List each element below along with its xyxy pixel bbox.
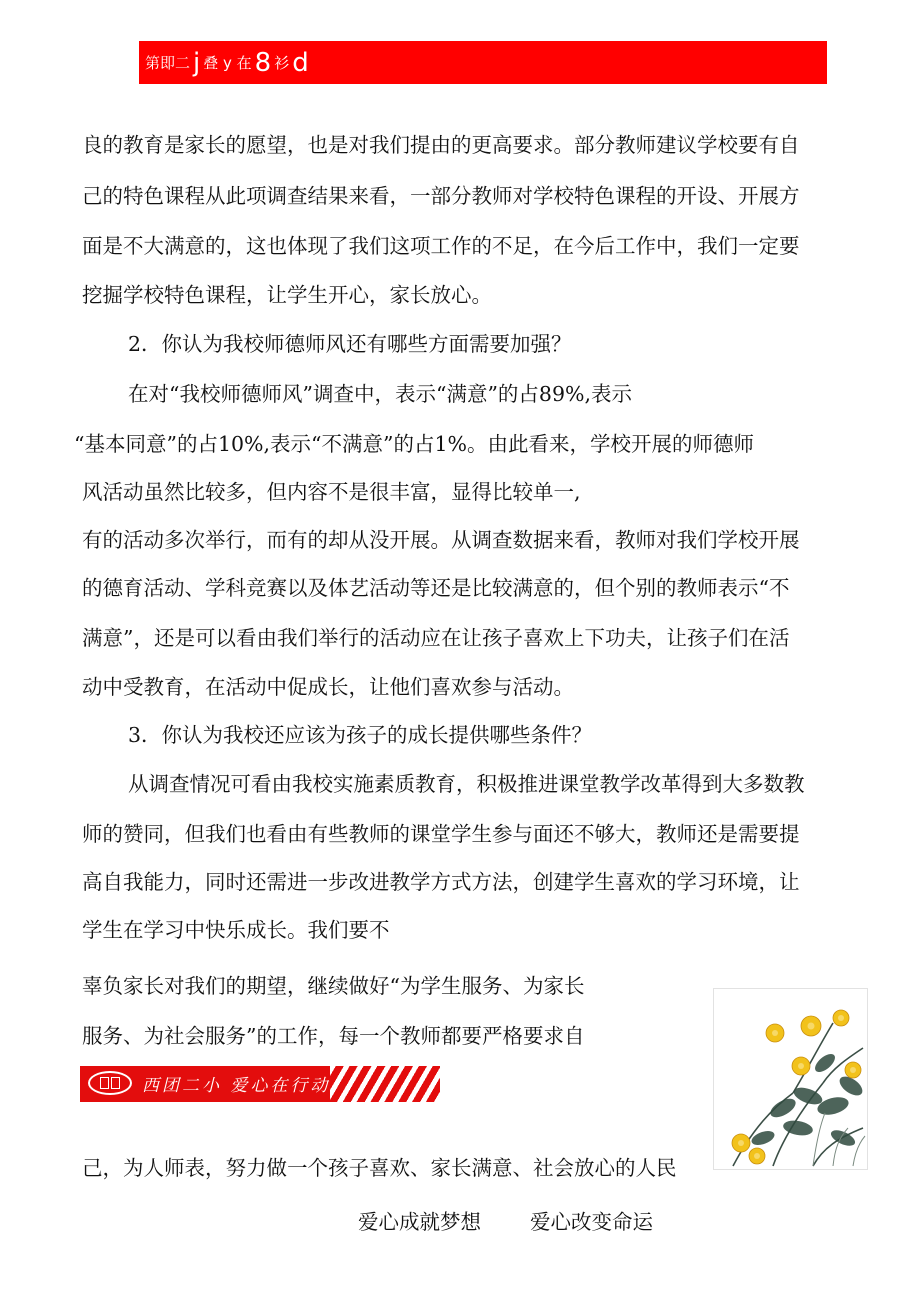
body-line: “基本同意”的占10%,表示“不满意”的占1%。由此看来，学校开展的师德师 <box>74 432 755 456</box>
body-line: 在对“我校师德师风”调查中，表示“满意”的占89%,表示 <box>128 382 633 406</box>
body-line: 师的赞同，但我们也看由有些教师的课堂学生参与面还不够大，教师还是需要提 <box>82 822 800 846</box>
header-part-5: 衫 <box>274 54 290 72</box>
header-part-3: 叠 y 在 <box>203 54 252 72</box>
body-line: 的德育活动、学科竞赛以及体艺活动等还是比较满意的，但个别的教师表示“不 <box>82 576 790 600</box>
body-line: 己，为人师表，努力做一个孩子喜欢、家长满意、社会放心的人民 <box>82 1156 677 1180</box>
chrysanthemum-painting-icon <box>713 988 868 1170</box>
stripes-decoration <box>330 1066 440 1102</box>
header-part-2: j <box>193 47 201 78</box>
body-line: 辜负家长对我们的期望，继续做好“为学生服务、为家长 <box>82 974 585 998</box>
body-line: 有的活动多次举行，而有的却从没开展。从调查数据来看，教师对我们学校开展 <box>82 528 800 552</box>
motto-right: 爱心改变命运 <box>530 1210 653 1234</box>
body-line: 动中受教育，在活动中促成长，让他们喜欢参与活动。 <box>82 675 574 699</box>
body-line: 学生在学习中快乐成长。我们要不 <box>82 918 390 942</box>
body-line: 高自我能力，同时还需进一步改进教学方式方法，创建学生喜欢的学习环境，让 <box>82 870 800 894</box>
body-line: 良的教育是家长的愿望，也是对我们提由的更高要求。部分教师建议学校要有自 <box>82 133 800 157</box>
body-line: 服务、为社会服务”的工作，每一个教师都要严格要求自 <box>82 1024 585 1048</box>
body-line: 己的特色课程从此项调查结果来看，一部分教师对学校特色课程的开设、开展方 <box>82 184 800 208</box>
header-part-4: 8 <box>254 47 272 78</box>
question-heading: 3．你认为我校还应该为孩子的成长提供哪些条件？ <box>128 723 593 747</box>
stamp-text: 西团二小 爱心在行动 <box>142 1076 331 1096</box>
body-line: 面是不大满意的，这也体现了我们这项工作的不足，在今后工作中，我们一定要 <box>82 234 800 258</box>
header-part-6: d <box>292 47 309 78</box>
header-banner <box>139 41 827 84</box>
body-line: 挖掘学校特色课程，让学生开心，家长放心。 <box>82 283 492 307</box>
body-line: 从调查情况可看由我校实施素质教育，积极推进课堂教学改革得到大多数教 <box>128 772 805 796</box>
header-part-1: 第即二 <box>145 54 191 72</box>
school-slogan-stamp <box>80 1066 440 1102</box>
body-line: 风活动虽然比较多，但内容不是很丰富，显得比较单一, <box>82 480 581 504</box>
school-logo-icon <box>88 1071 132 1095</box>
question-heading: 2．你认为我校师德师风还有哪些方面需要加强？ <box>128 332 572 356</box>
body-line: 满意”，还是可以看由我们举行的活动应在让孩子喜欢上下功夫，让孩子们在活 <box>82 626 790 650</box>
motto-left: 爱心成就梦想 <box>358 1210 481 1234</box>
